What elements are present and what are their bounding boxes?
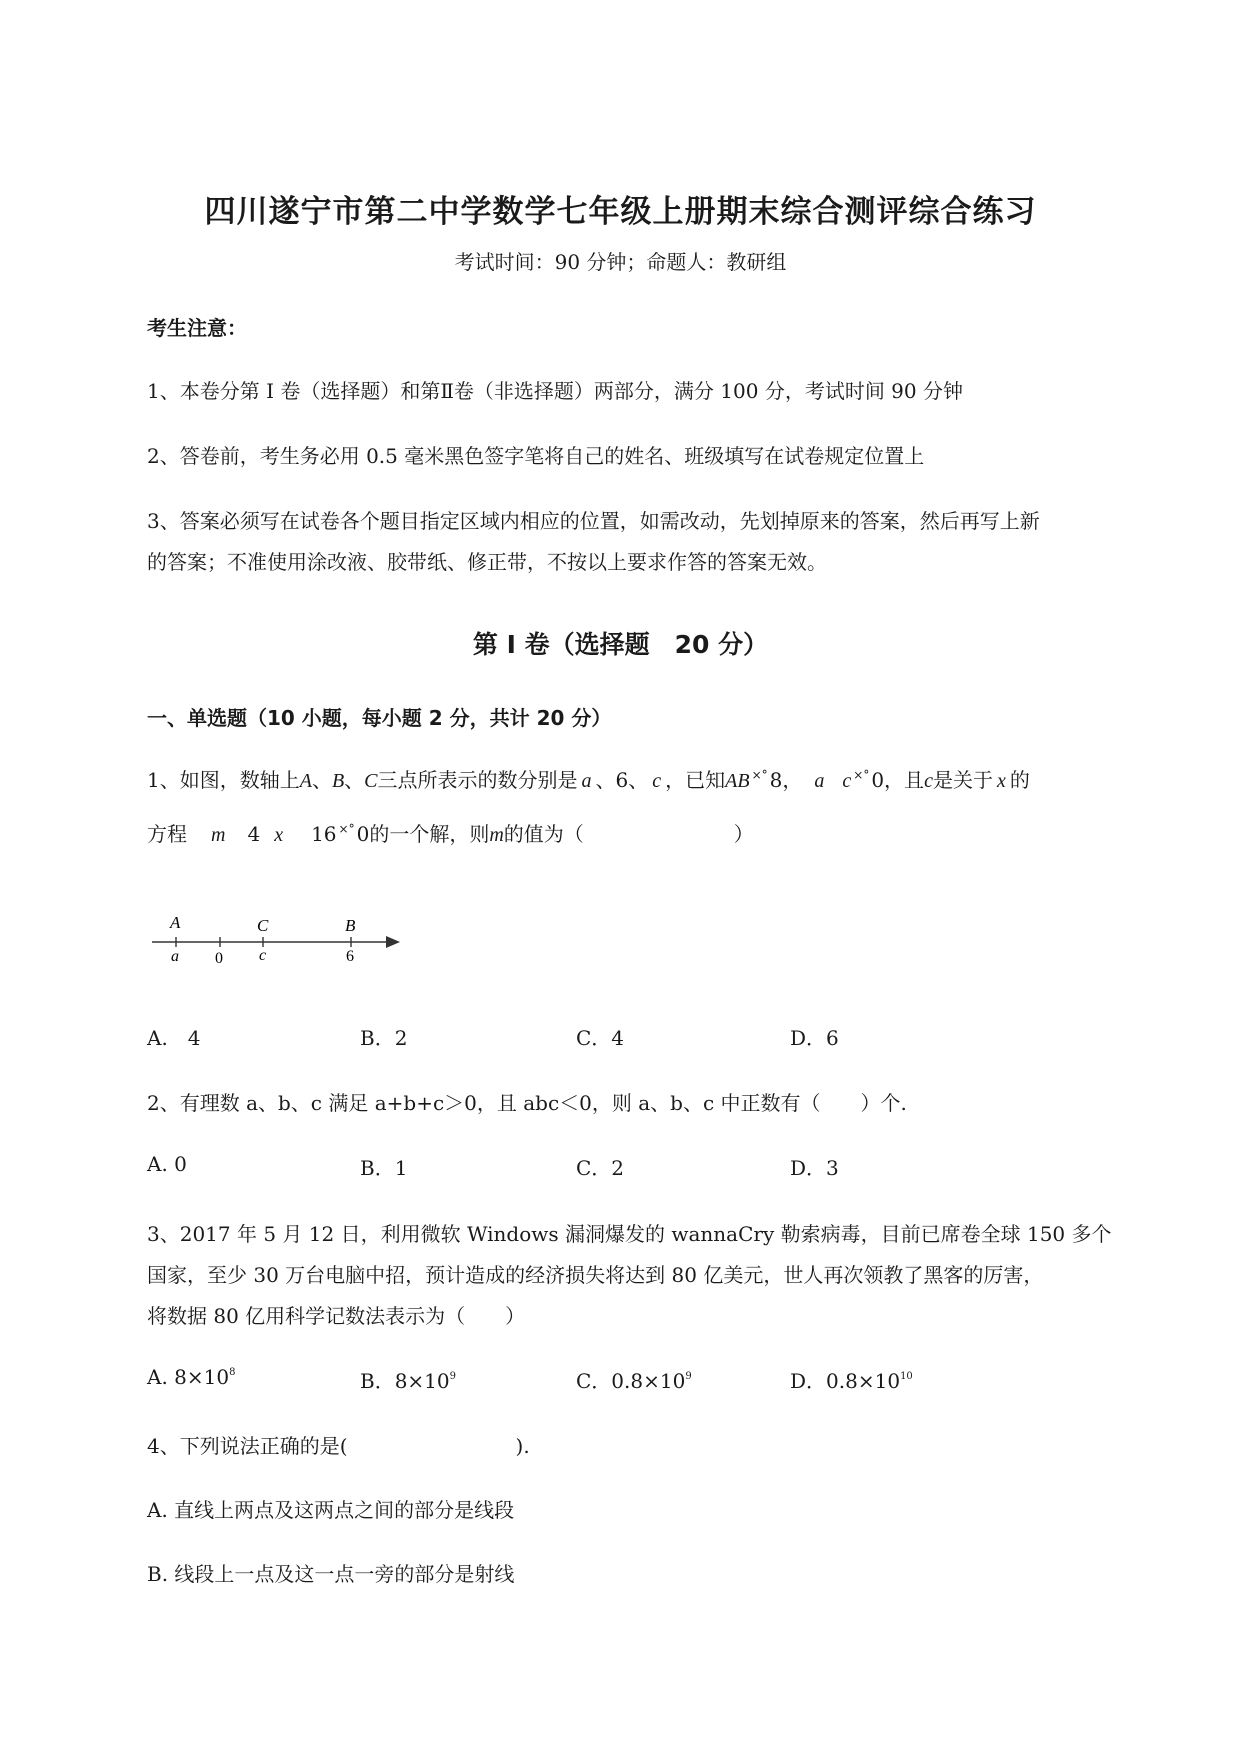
exponent: 9 [685,1371,692,1382]
q1-text: 方程 [147,822,187,846]
q1-option-b: B．2 [360,1026,408,1050]
q1-text: 三点所表示的数分别是 [377,768,578,792]
q1-option-a: A. 4 [147,1026,201,1050]
notice-item-3-cont: 的答案；不准使用涂改液、胶带纸、修正带，不按以上要求作答的答案无效。 [147,550,827,574]
q1-num: 4 [247,822,261,846]
label-value-0: 0 [215,950,223,967]
q4-text: ). [515,1434,530,1458]
formula-glyph: ×° [853,768,870,782]
arrow-head-icon [386,936,400,948]
q1-text: 、6、 [595,768,649,792]
label-point-b: B [345,916,356,935]
q1-text: 的 [1009,768,1030,792]
option-text: D．0.8×10 [790,1369,901,1393]
q1-text: 0，且 [871,768,925,792]
q1-var: x [274,824,284,846]
question-3-line-1: 3、2017 年 5 月 12 日，利用微软 Windows 漏洞爆发的 wannaCry 勒索病毒，目前已席卷全球 150 多个 [147,1222,1112,1246]
q3-option-d [790,1365,913,1394]
exponent: 10 [900,1371,913,1382]
question-3-line-3: 将数据 80 亿用科学记数法表示为（ ） [147,1304,526,1328]
notice-title: 考生注意： [147,316,247,340]
q4-text: 4、下列说法正确的是( [147,1434,348,1458]
option-text: B．8×10 [360,1369,450,1393]
option-text: A. 8×10 [147,1365,230,1389]
q3-option-b [360,1365,456,1394]
q1-var: c [924,770,933,792]
question-2: 2、有理数 a、b、c 满足 a+b+c＞0，且 abc＜0，则 a、b、c 中正数有（ ）个. [147,1091,907,1115]
q3-option-a [147,1365,235,1389]
q1-sep: 、 [344,768,365,792]
q1-var: c [842,770,852,792]
exponent: 8 [229,1367,236,1378]
label-value-a: a [171,948,179,965]
q4-option-b: B. 线段上一点及这一点一旁的部分是射线 [147,1562,515,1586]
q1-text: ） [733,822,754,846]
q1-text: 是关于 [932,768,993,792]
q3-option-c [576,1365,692,1394]
q1-var: a [814,770,825,792]
q1-var: a [581,770,592,792]
q1-var-b: B [331,770,345,792]
q1-text: 1、如图，数轴上 [147,768,300,792]
q1-var-a: A [299,770,312,792]
q1-num: 0 [356,822,370,846]
question-1-line-1 [147,764,1030,793]
q1-text: 的一个解，则 [369,822,490,846]
q2-option-b: B．1 [360,1156,408,1180]
q1-option-c: C．4 [576,1026,625,1050]
formula-glyph: ×° [338,822,355,836]
q1-text: 的值为（ [503,822,584,846]
section-title: 第 I 卷（选择题 20 分） [472,630,769,659]
question-3-line-2: 国家，至少 30 万台电脑中招，预计造成的经济损失将达到 80 亿美元，世人再次领教了黑客的厉害， [147,1263,1044,1287]
q2-option-d: D．3 [790,1156,839,1180]
number-line-figure [148,910,408,970]
label-point-c: C [257,916,269,935]
question-1-line-2 [147,818,754,847]
q1-text: 8， [769,768,803,792]
q4-option-a: A. 直线上两点及这两点之间的部分是线段 [147,1498,515,1522]
notice-item-3: 3、答案必须写在试卷各个题目指定区域内相应的位置，如需改动，先划掉原来的答案，然后再写上新 [147,509,1040,533]
q1-var-c: C [364,770,378,792]
q2-option-c: C．2 [576,1156,625,1180]
q1-var: m [489,824,504,846]
q1-var: AB [725,770,750,792]
option-text: C．0.8×10 [576,1369,686,1393]
q1-var: m [211,824,226,846]
notice-item-2: 2、答卷前，考生务必用 0.5 毫米黑色签字笔将自己的姓名、班级填写在试卷规定位置上 [147,444,925,468]
exam-info: 考试时间：90 分钟；命题人：教研组 [454,250,787,274]
notice-item-1: 1、本卷分第 I 卷（选择题）和第Ⅱ卷（非选择题）两部分，满分 100 分，考试时间 90 分钟 [147,379,963,403]
label-value-c: c [259,947,267,964]
q1-var: x [996,770,1006,792]
page-title: 四川遂宁市第二中学数学七年级上册期末综合测评综合练习 [204,194,1037,230]
label-value-6: 6 [346,948,354,965]
subsection-title: 一、单选题（10 小题，每小题 2 分，共计 20 分） [147,706,612,730]
exponent: 9 [449,1371,457,1382]
q1-option-d: D．6 [790,1026,839,1050]
q1-text: ，已知 [665,768,726,792]
q1-sep: 、 [311,768,332,792]
question-4 [147,1430,530,1459]
label-point-a: A [170,913,181,932]
q1-num: 16 [311,822,337,846]
q2-option-a: A. 0 [147,1152,187,1176]
formula-glyph: ×° [751,768,768,782]
q1-var: c [652,770,662,792]
